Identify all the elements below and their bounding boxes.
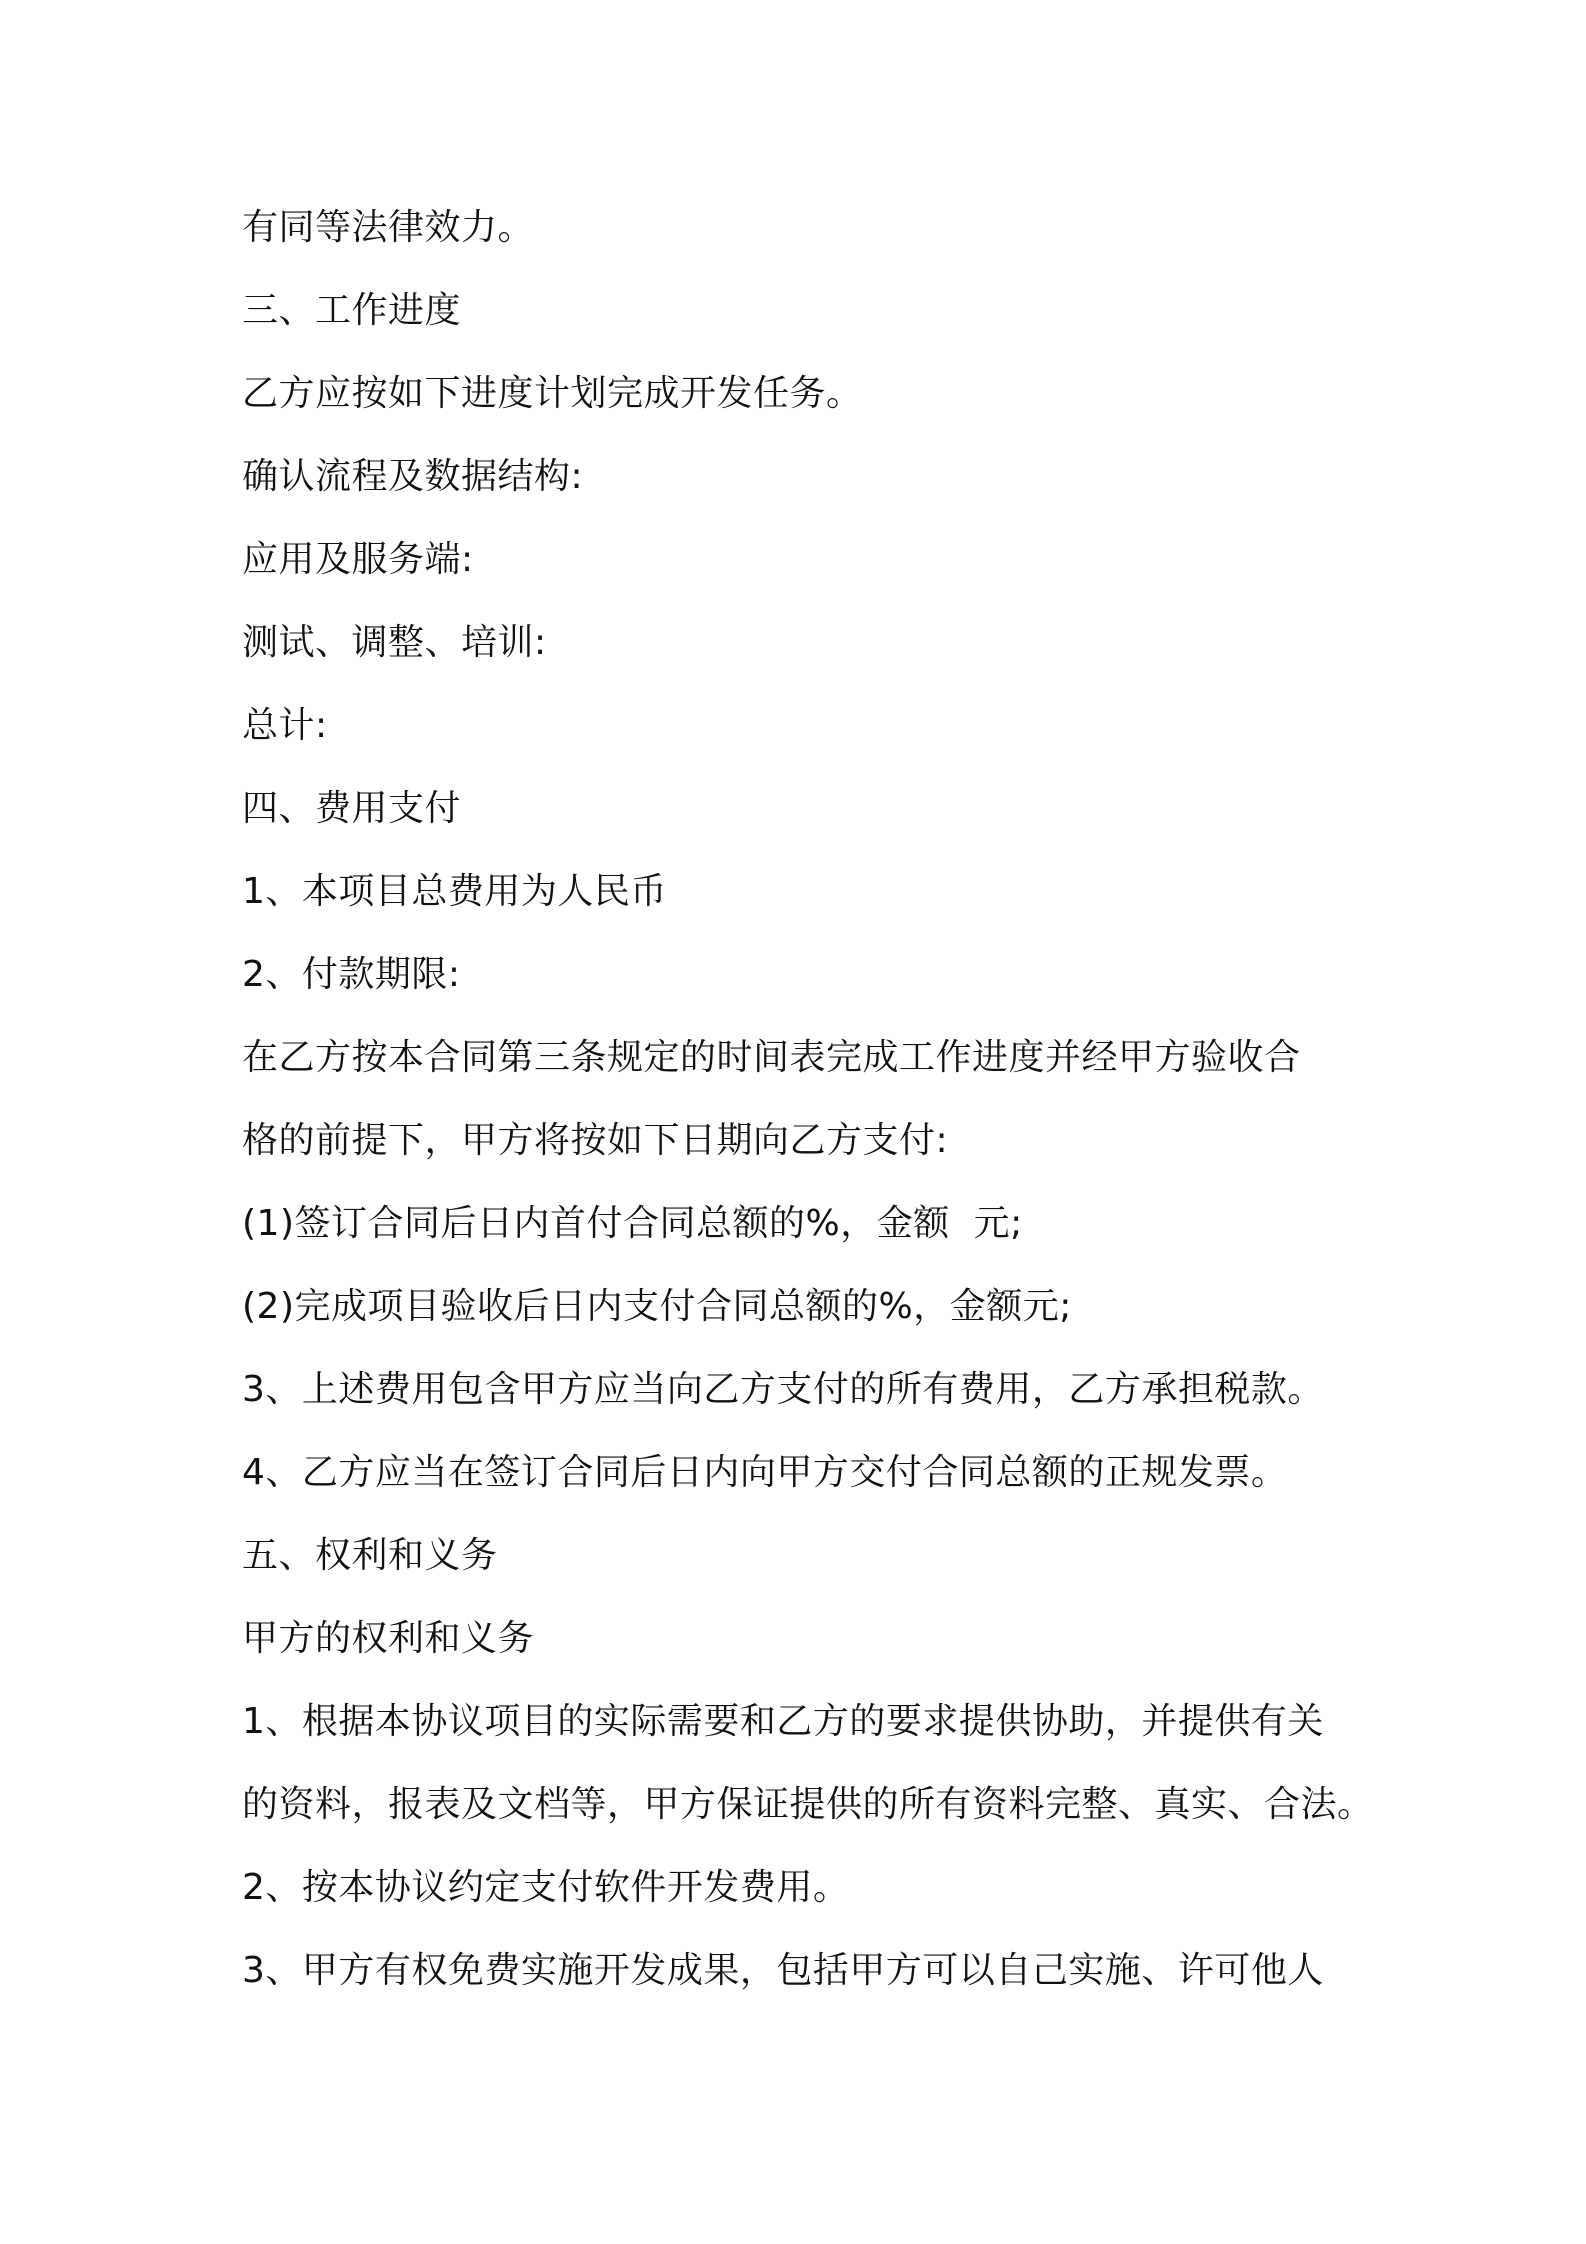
text-line: 1、本项目总费用为人民币 <box>242 871 667 912</box>
text-line: 总计: <box>242 705 328 746</box>
text-line: 测试、调整、培训: <box>242 622 547 663</box>
section-heading: 五、权利和义务 <box>242 1535 498 1576</box>
text-line: 3、上述费用包含甲方应当向乙方支付的所有费用，乙方承担税款。 <box>242 1369 1324 1410</box>
text-line: 在乙方按本合同第三条规定的时间表完成工作进度并经甲方验收合 <box>242 1037 1301 1078</box>
text-line: 确认流程及数据结构: <box>242 456 584 497</box>
text-line: 2、按本协议约定支付软件开发费用。 <box>242 1867 850 1908</box>
text-line: 2、付款期限: <box>242 954 461 995</box>
section-heading: 三、工作进度 <box>242 290 462 331</box>
text-line: 3、甲方有权免费实施开发成果，包括甲方可以自己实施、许可他人 <box>242 1950 1324 1991</box>
text-line: 有同等法律效力。 <box>242 207 535 248</box>
text-line: 4、乙方应当在签订合同后日内向甲方交付合同总额的正规发票。 <box>242 1452 1288 1493</box>
text-line: (1)签订合同后日内首付合同总额的%，金额 元; <box>242 1203 1023 1244</box>
text-line: 1、根据本协议项目的实际需要和乙方的要求提供协助，并提供有关 <box>242 1701 1324 1742</box>
subsection-heading: 甲方的权利和义务 <box>242 1618 535 1659</box>
text-line: 应用及服务端: <box>242 539 474 580</box>
text-line: (2)完成项目验收后日内支付合同总额的%，金额元; <box>242 1286 1072 1327</box>
text-line: 乙方应按如下进度计划完成开发任务。 <box>242 373 863 414</box>
section-heading: 四、费用支付 <box>242 788 462 829</box>
text-line: 的资料，报表及文档等，甲方保证提供的所有资料完整、真实、合法。 <box>242 1784 1374 1825</box>
text-line: 格的前提下，甲方将按如下日期向乙方支付: <box>242 1120 949 1161</box>
